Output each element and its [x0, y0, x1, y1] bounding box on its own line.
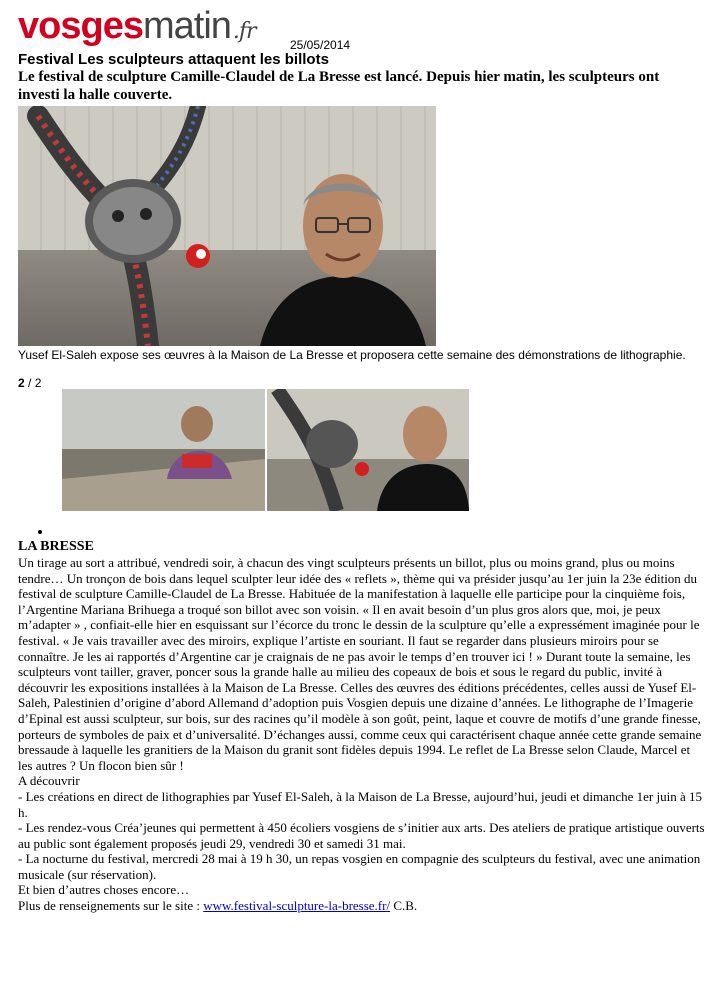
list-bullet — [38, 530, 42, 534]
article-lede: Le festival de sculpture Camille-Claudel de La Bresse est lancé. Depuis hier matin, les sculpteurs ont investi la halle couverte. — [18, 69, 660, 103]
logo-fr: .fr — [232, 19, 256, 44]
info-line — [18, 898, 706, 914]
site-logo[interactable] — [18, 6, 256, 46]
publish-date: 25/05/2014 — [290, 38, 351, 52]
logo-matin: matin — [142, 5, 231, 47]
info-prefix: Plus de renseignements sur le site : — [18, 898, 204, 914]
dateline-place: LA BRESSE — [18, 539, 94, 554]
more-text: Et bien d’autres choses encore… — [18, 882, 190, 898]
thumbnail-2[interactable] — [267, 389, 469, 511]
festival-website-link[interactable]: www.festival-sculpture-la-bresse.fr/ — [203, 898, 391, 914]
discover-item-3: - La nocturne du festival, mercredi 28 mai à 19 h 30, un repas vosgien en compagnie des sculpteurs du festival, avec une animation musicale (sur réservation). — [18, 851, 701, 882]
thumbnail-1-illustration — [62, 389, 265, 511]
main-photo[interactable] — [18, 106, 436, 346]
article-body — [18, 555, 706, 914]
sculpture-illustration — [18, 106, 248, 346]
logo-vosges: vosges — [18, 5, 143, 47]
pager-total: 2 — [34, 376, 42, 390]
thumbnail-2-illustration — [267, 389, 469, 511]
article-body-text: Un tirage au sort a attribué, vendredi soir, à chacun des vingt sculpteurs présents un billot, plus ou moins grand, plus ou moins tendre… Un tronçon de bois dans lequel sculpter leur idée des « reflets », thème qui va présider jusqu’au 1er juin la 23e édition du festival de sculpture Camille-Claudel de La Bresse. Habituée de la manifestation à laquelle elle participe pour la cinquième fois, l’Argentine Mariana Brihuega a troqué son billot avec son voisin. « Il en avait besoin d’un plus gros alors que, moi, je peux m’adapter » , confiait-elle hier en esquissant sur l’écorce du tronc le dessin de la sculpture qu’elle a expressément imaginée pour le festival. « Je vais travailler avec des miroirs, explique l’artiste en souriant. Il faut se regarder dans plusieurs miroirs pour se connaître. Je les ai rapportés d’Argentine car je craignais de ne pas avoir le temps d’en trouver ici ! » Durant toute la semaine, les sculpteurs vont tailler, graver, poncer sous la grande halle au milieu des copeaux de bois et sous le regard du public, invité à découvrir les expositions installées à la Maison de La Bresse. Celles des œuvres des éditions précédentes, celles aussi de Yusef El-Saleh, Palestinien d’origine d’abord Allemand d’adoption puis Vosgien depuis une dizaine d’années. Le lithographe de l’Imagerie d’Epinal est aussi sculpteur, sur bois, sur des racines qu’il modèle à son goût, peint, laque et couvre de motifs d’une grande finesse, porteurs de symboles de paix et d’universalité. D’échanges aussi, comme ceux qui caractérisent chaque année cette grande semaine bressaude à laquelle les granitiers de la Maison du granit sont fidèles depuis 1994. Le reflet de La Bresse selon Claude, Marcel et les autres ? Un flocon bien sûr ! — [18, 555, 702, 773]
article-headline: Festival Les sculpteurs attaquent les billots — [18, 51, 329, 68]
pager-current: 2 — [18, 376, 25, 390]
photo-pager — [18, 376, 41, 390]
pager-separator: / — [24, 376, 35, 390]
discover-title: A découvrir — [18, 773, 80, 789]
discover-item-2: - Les rendez-vous Créa’jeunes qui permettent à 450 écoliers vosgiens de s’initier aux arts. Des ateliers de pratique artistique ouverts au public sont également proposés jeudi 29, vendredi 30 et samedi 31 mai. — [18, 820, 705, 851]
discover-item-1: - Les créations en direct de lithographies par Yusef El-Saleh, à la Maison de La Bresse, aujourd’hui, jeudi et dimanche 1er juin à 15 h. — [18, 788, 702, 820]
photo-caption: Yusef El-Saleh expose ses œuvres à la Maison de La Bresse et proposera cette semaine des démonstrations de lithographie. — [18, 348, 686, 362]
author-signature: C.B. — [390, 898, 418, 914]
person-illustration — [248, 146, 436, 346]
thumbnail-1[interactable] — [62, 389, 265, 511]
